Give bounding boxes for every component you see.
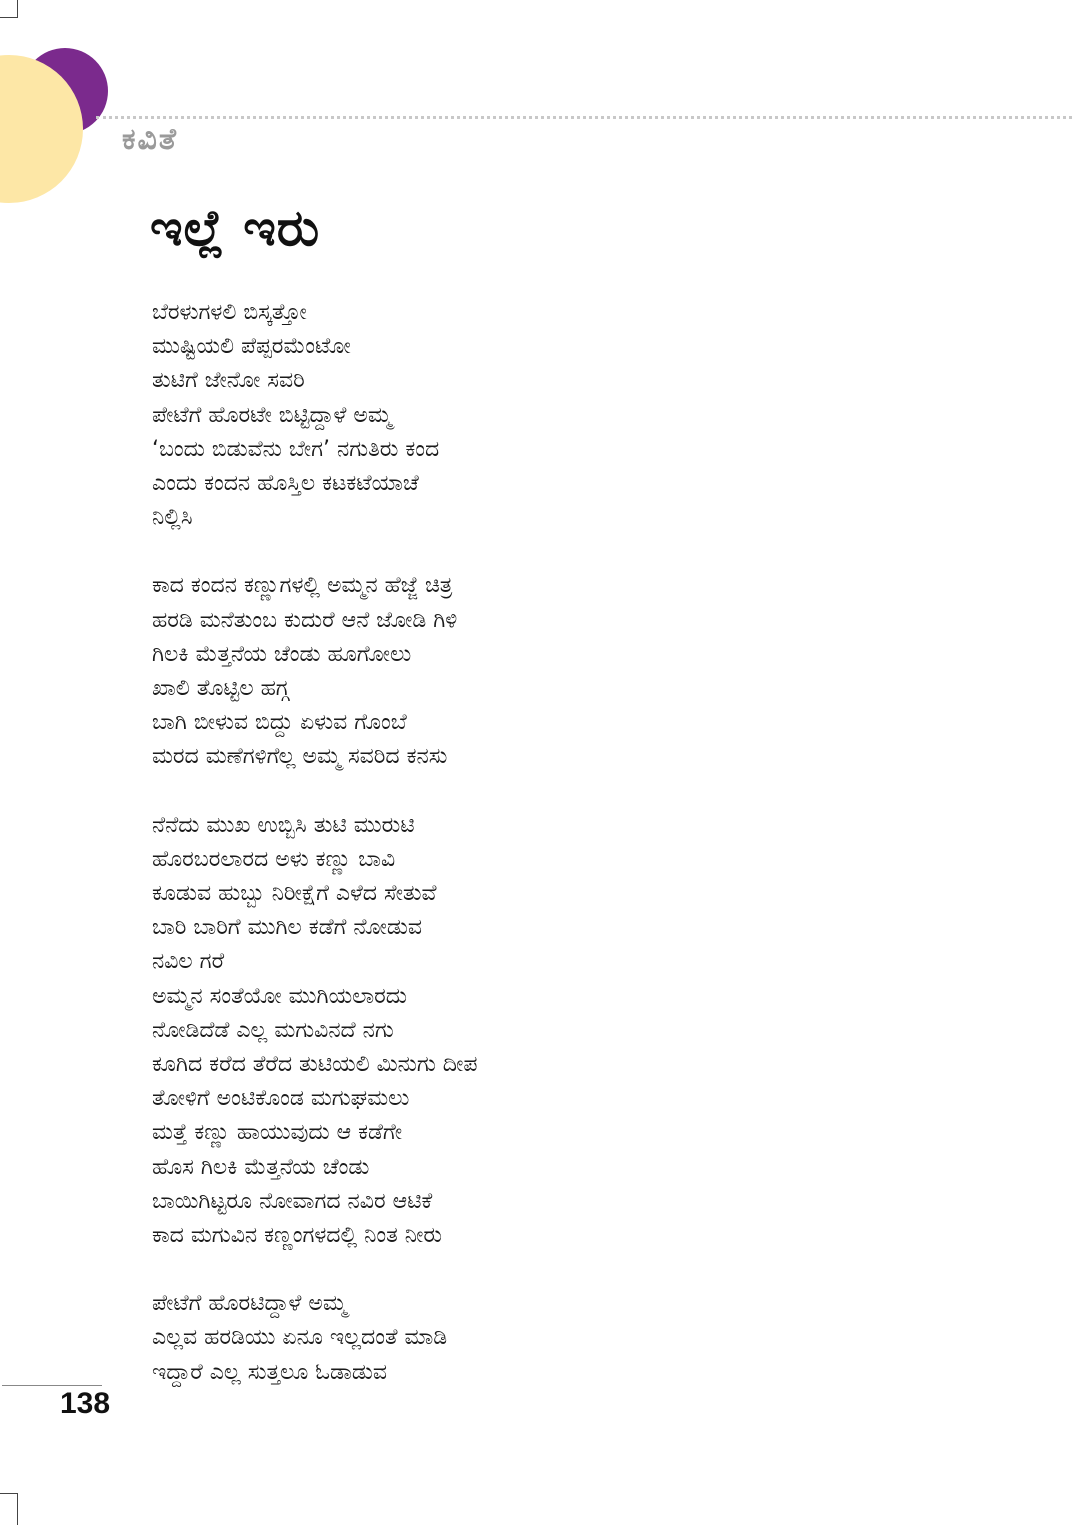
poem-line: ಪೇಟೆಗೆ ಹೊರಟೇ ಬಿಟ್ಟಿದ್ದಾಳೆ ಅಮ್ಮ [152, 402, 392, 428]
poem-line: ಬಾಗಿ ಬೀಳುವ ಬಿದ್ದು ಏಳುವ ಗೊಂಬೆ [152, 710, 407, 736]
poem-line: ಮುಷ್ಟಿಯಲಿ ಪೆಪ್ಪರಮೆಂಟೋ [152, 334, 351, 360]
poem-line: ಎಲ್ಲವ ಹರಡಿಯು ಏನೂ ಇಲ್ಲದಂತೆ ಮಾಡಿ [152, 1325, 448, 1351]
poem-line: ಬಾಯಿಗಿಟ್ಟರೂ ನೋವಾಗದ ನವಿರ ಆಟಿಕೆ [152, 1188, 433, 1214]
poem-line: ಬಾರಿ ಬಾರಿಗೆ ಮುಗಿಲ ಕಡೆಗೆ ನೋಡುವ [152, 915, 422, 941]
poem-line: ತುಟಿಗೆ ಜೇನೋ ಸವರಿ [152, 368, 305, 394]
poem-line: ಹೊಸ ಗಿಲಕಿ ಮೆತ್ತನೆಯ ಚೆಂಡು [152, 1154, 370, 1180]
poem-line: ಎಂದು ಕಂದನ ಹೊಸ್ತಿಲ ಕಟಕಟೆಯಾಚೆ [152, 471, 419, 497]
page-number: 138 [60, 1387, 111, 1420]
poem-line: ನವಿಲ ಗರೆ [152, 949, 225, 975]
poem-body [152, 296, 1032, 1390]
stanza-2 [152, 569, 1032, 774]
poem-line: ನೋಡಿದೆಡೆ ಎಲ್ಲ ಮಗುವಿನದೆ ನಗು [152, 1017, 394, 1043]
poem-line: ಕೂಡುವ ಹುಬ್ಬು ನಿರೀಕ್ಷೆಗೆ ಎಳೆದ ಸೇತುವೆ [152, 881, 437, 907]
poem-line: ನಿಲ್ಲಿಸಿ [152, 505, 193, 531]
poem-line: ಕೂಗಿದ ಕರೆದ ತೆರೆದ ತುಟಿಯಲಿ ಮಿನುಗು ದೀಪ [152, 1052, 478, 1078]
poem-line: ಇದ್ದಾರೆ ಎಲ್ಲ ಸುತ್ತಲೂ ಓಡಾಡುವ [152, 1359, 387, 1385]
stanza-4 [152, 1287, 1032, 1390]
poem-line: ಪೇಟೆಗೆ ಹೊರಟಿದ್ದಾಳೆ ಅಮ್ಮ [152, 1291, 347, 1317]
section-label: ಕವಿತೆ [122, 122, 178, 157]
stanza-1 [152, 296, 1032, 535]
crop-mark-top-left-horizontal [0, 17, 18, 18]
poem-line: ಖಾಲಿ ತೊಟ್ಟಿಲ ಹಗ್ಗ [152, 676, 289, 702]
poem-title: ಇಲ್ಲೆ ಇರು [150, 199, 321, 257]
poem-line: ಹರಡಿ ಮನೆತುಂಬ ಕುದುರೆ ಆನೆ ಜೋಡಿ ಗಿಳಿ [152, 607, 458, 633]
poem-line: ಕಾದ ಕಂದನ ಕಣ್ಣುಗಳಲ್ಲಿ ಅಮ್ಮನ ಹೆಜ್ಜೆ ಚಿತ್ರ [152, 573, 453, 599]
poem-line: ಕಾದ ಮಗುವಿನ ಕಣ್ಣಂಗಳದಲ್ಲಿ ನಿಂತ ನೀರು [152, 1223, 442, 1249]
poem-line: ಮತ್ತೆ ಕಣ್ಣು ಹಾಯುವುದು ಆ ಕಡೆಗೇ [152, 1120, 403, 1146]
poem-line: ‘ಬಂದು ಬಿಡುವೆನು ಬೇಗ’ ನಗುತಿರು ಕಂದ [152, 436, 440, 462]
crop-mark-top-left-vertical [17, 0, 18, 18]
poem-line: ಗಿಲಕಿ ಮೆತ್ತನೆಯ ಚೆಂಡು ಹೂಗೋಲು [152, 641, 412, 667]
poem-line: ಬೆರಳುಗಳಲಿ ಬಿಸ್ಕತ್ತೋ [152, 300, 307, 325]
poem-line: ಹೊರಬರಲಾರದ ಅಳು ಕಣ್ಣು ಬಾವಿ [152, 846, 396, 872]
poem-line: ಮರದ ಮಣೆಗಳಿಗೆಲ್ಲ ಅಮ್ಮ ಸವರಿದ ಕನಸು [152, 744, 448, 770]
poem-line: ನೆನೆದು ಮುಖ ಉಬ್ಬಿಸಿ ತುಟಿ ಮುರುಟಿ [152, 812, 415, 838]
poem-line: ತೋಳಿಗೆ ಅಂಟಿಕೊಂಡ ಮಗುಘಮಲು [152, 1086, 410, 1112]
stanza-3 [152, 809, 1032, 1254]
crop-mark-bottom-left-vertical [17, 1493, 18, 1525]
poem-line: ಅಮ್ಮನ ಸಂತೆಯೋ ಮುಗಿಯಲಾರದು [152, 983, 408, 1009]
crop-mark-bottom-left-horizontal [0, 1493, 18, 1494]
header-dotted-rule [96, 116, 1072, 119]
